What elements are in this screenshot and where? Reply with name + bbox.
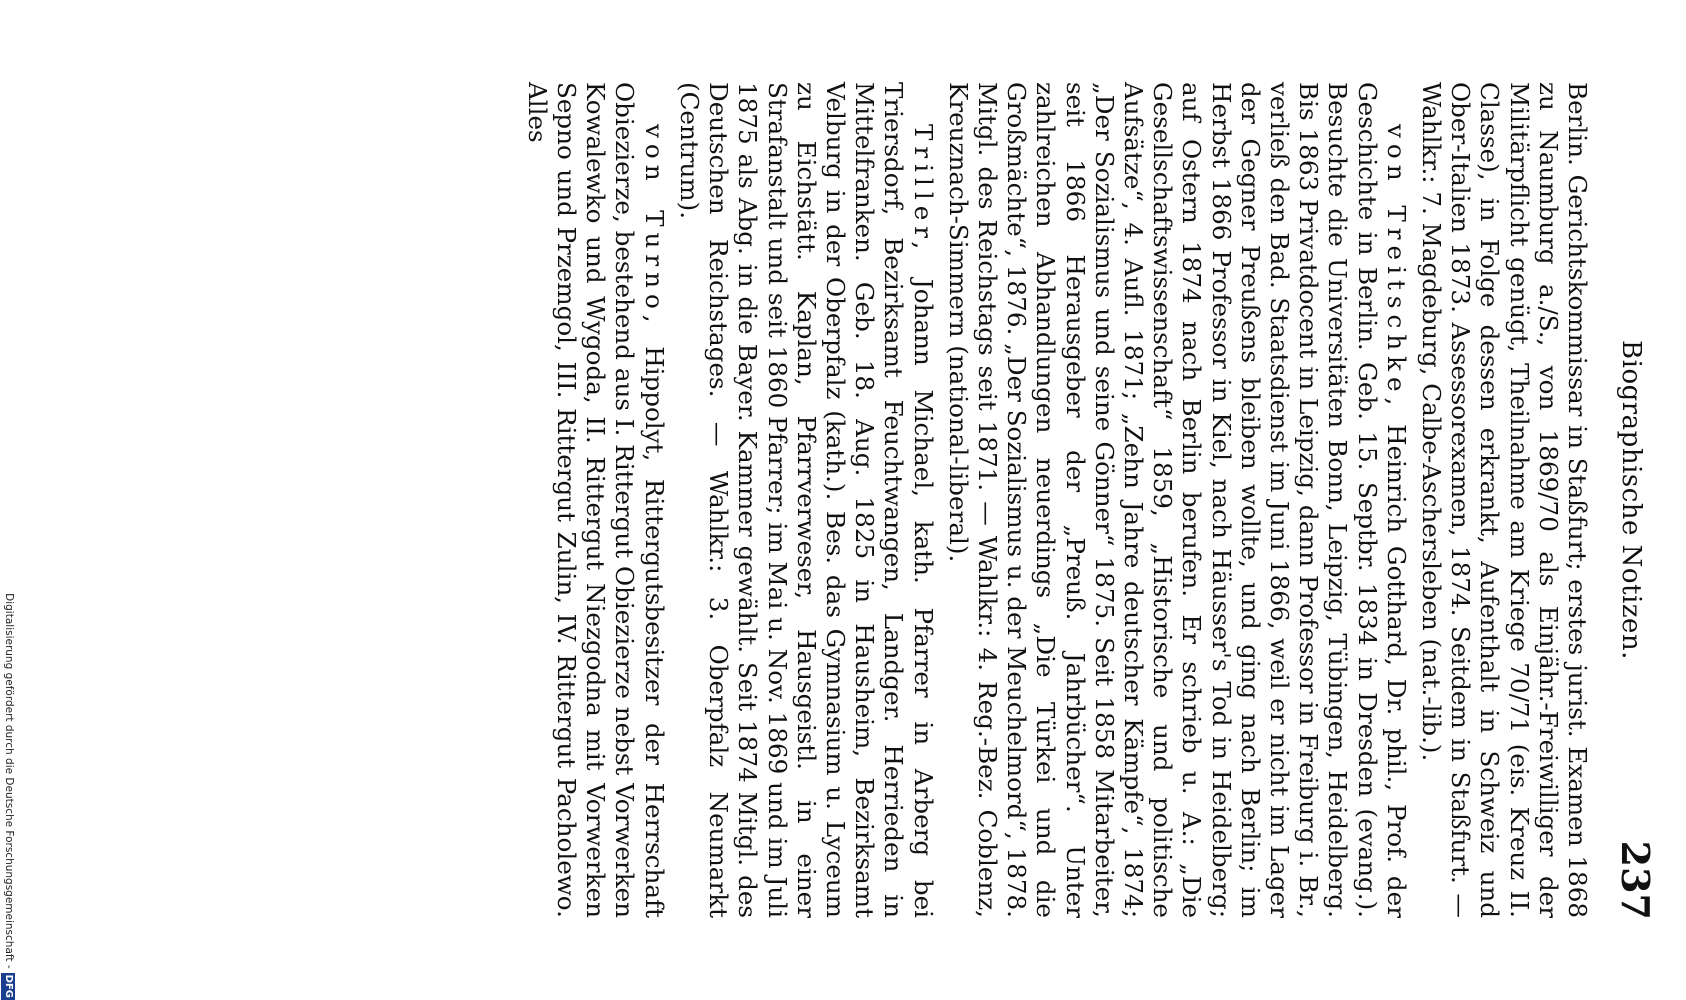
- entry-name: von Turno,: [639, 124, 669, 329]
- entry-text: Heinrich Gotthard, Dr. phil., Prof. der Geschichte in Berlin. Geb. 15. Septbr. 1834 in Dresden (evang.). Besuchte die Universitäten Bonn, Leipzig, Tübingen, Heidelberg. Bis 1863 Privatdocent in Leipzig, dann Professor in Freiburg i. Br., verließ den Bad. Staatsdienst im Juni 1866, weil er nicht im Lager der Gegner Preußens bleiben wollte, und ging nach Berlin; im Herbst 1866 Professor in Kiel, nach Häusser's Tod in Heidelberg; auf Ostern 1874 nach Berlin berufen. Er schrieb u. A.: „Die Gesellschaftswissenschaft“ 1859, „Historische und politische Aufsätze“, 4. Aufl. 1871; „Zehn Jahre deutscher Kämpfe“, 1874; „Der Sozialismus und seine Gönner“ 1875. Seit 1858 Mitarbeiter, seit 1866 Herausgeber der „Preuß. Jahrbücher“. Unter zahlreichen Abhandlungen neuerdings „Die Türkei und die Großmächte“, 1876. „Der Sozialismus u. der Meuchelmord“, 1878. Mitgl. des Reichstags seit 1871. — Wahlkr.: 4. Reg.-Bez. Coblenz, Kreuznach-Simmern (national-liberal).: [943, 82, 1411, 918]
- credit-text: Digitalisierung gefördert durch die Deutsche Forschungsgemeinschaft -: [3, 593, 15, 969]
- biography-entry: [944, 82, 1411, 918]
- entry-text: Johann Michael, kath. Pfarrer in Arberg bei Triersdorf, Bezirksamt Feuchtwangen, Landger. Herrieden in Mittelfranken. Geb. 18. Aug. 1825 in Hausheim, Bezirksamt Velburg in der Oberpfalz (kath.). Bes. das Gymnasium u. Lyceum zu Eichstätt. Kaplan, Pfarrverweser, Hausgeistl. in einer Strafanstalt und seit 1860 Pfarrer; im Mai u. Nov. 1869 und im Juli 1875 als Abg. in die Bayer. Kammer gewählt. Seit 1874 Mitgl. des Deutschen Reichstages. — Wahlkr.: 3. Oberpfalz Neumarkt (Centrum).: [674, 82, 938, 918]
- page-header: [1608, 120, 1658, 920]
- dfg-logo: DFG: [3, 974, 14, 998]
- running-title: Biographische Notizen.: [1616, 340, 1646, 660]
- page-number: 237: [1613, 840, 1658, 920]
- entry-name: von Treitschke,: [1381, 124, 1411, 412]
- biography-entry: [675, 82, 938, 918]
- digitization-credit: [0, 560, 18, 1000]
- body-text: [523, 82, 1592, 918]
- entry-name: Triller,: [908, 124, 938, 256]
- entry-continuation: [1417, 82, 1592, 918]
- entry-text: Hippolyt, Rittergutsbesitzer der Herrschaft Obiezierze, bestehend aus I. Rittergut Obiezierze nebst Vorwerken Kowalewko und Wygoda, II. Rittergut Niezgodna mit Vorwerken Sepno und Przemgol, III. Rittergut Zulin, IV. Rittergut Pacholewo. Alles: [522, 82, 669, 918]
- biography-entry: [523, 82, 669, 918]
- entry-text: Berlin. Gerichtskommissar in Staßfurt; erstes jurist. Examen 1868 zu Naumburg a./S., von 1869/70 als Einjähr.-Freiwilliger der Militärpflicht genügt, Theilnahme am Kriege 70/71 (eis. Kreuz II. Classe), in Folge dessen erkrankt, Aufenthalt in Schweiz und Ober-Italien 1873. Assessorexamen, 1874. Seitdem in Staßfurt. — Wahlkr.: 7. Magdeburg, Calbe-Aschersleben (nat.-lib.).: [1416, 82, 1592, 918]
